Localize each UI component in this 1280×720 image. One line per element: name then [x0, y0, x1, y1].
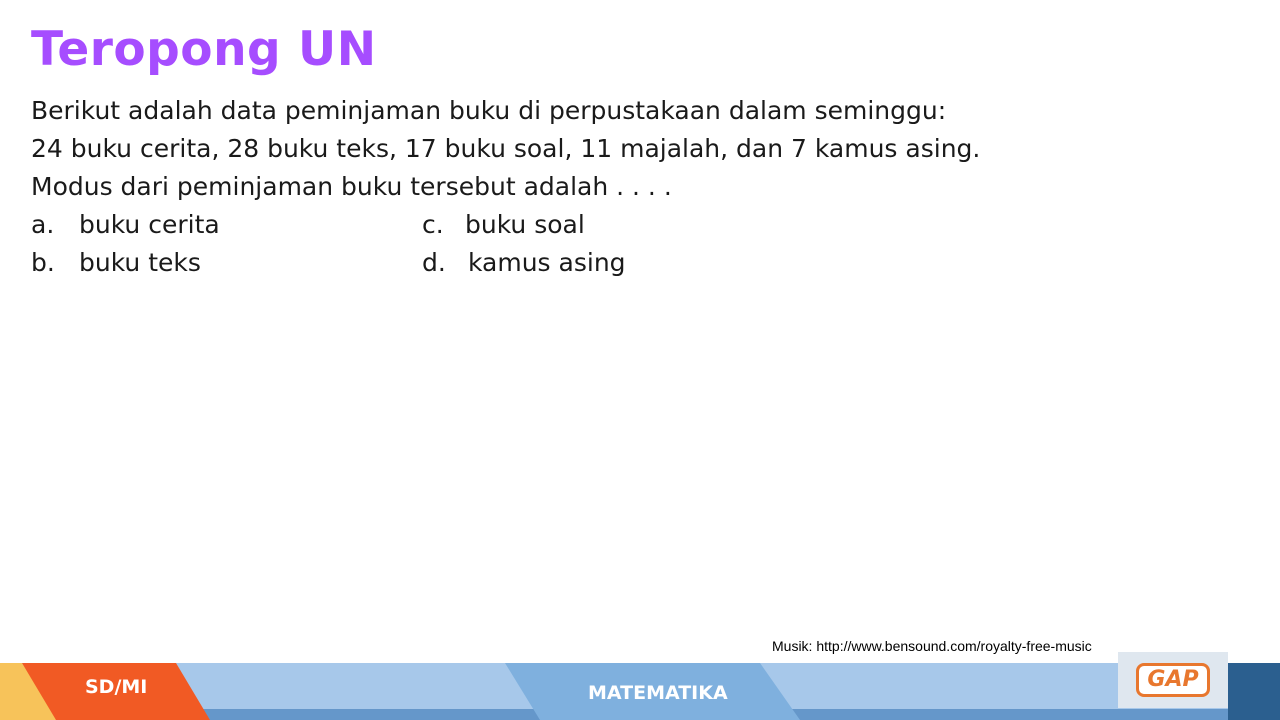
- option-b: [31, 244, 201, 282]
- option-d: [422, 244, 626, 282]
- option-a: [31, 206, 220, 244]
- option-text: buku cerita: [79, 210, 220, 239]
- option-text: buku soal: [465, 210, 585, 239]
- option-text: buku teks: [79, 248, 201, 277]
- question-text: [31, 92, 1211, 206]
- option-letter: b.: [31, 248, 55, 277]
- subject-label: MATEMATIKA: [588, 682, 728, 704]
- option-letter: a.: [31, 210, 55, 239]
- question-line: Modus dari peminjaman buku tersebut adalah . . . .: [31, 172, 672, 201]
- question-line: Berikut adalah data peminjaman buku di perpustakaan dalam seminggu:: [31, 96, 947, 125]
- option-c: [422, 206, 585, 244]
- level-label: SD/MI: [85, 676, 148, 698]
- question-line: 24 buku cerita, 28 buku teks, 17 buku soal, 11 majalah, dan 7 kamus asing.: [31, 134, 981, 163]
- option-letter: c.: [422, 210, 444, 239]
- option-letter: d.: [422, 248, 446, 277]
- corner-block: [1228, 663, 1280, 720]
- publisher-logo: [1118, 652, 1228, 708]
- slide-title: Teropong UN: [31, 22, 377, 77]
- logo-text: GAP: [1136, 663, 1209, 697]
- music-credit: Musik: http://www.bensound.com/royalty-free-music: [772, 638, 1092, 654]
- option-text: kamus asing: [468, 248, 626, 277]
